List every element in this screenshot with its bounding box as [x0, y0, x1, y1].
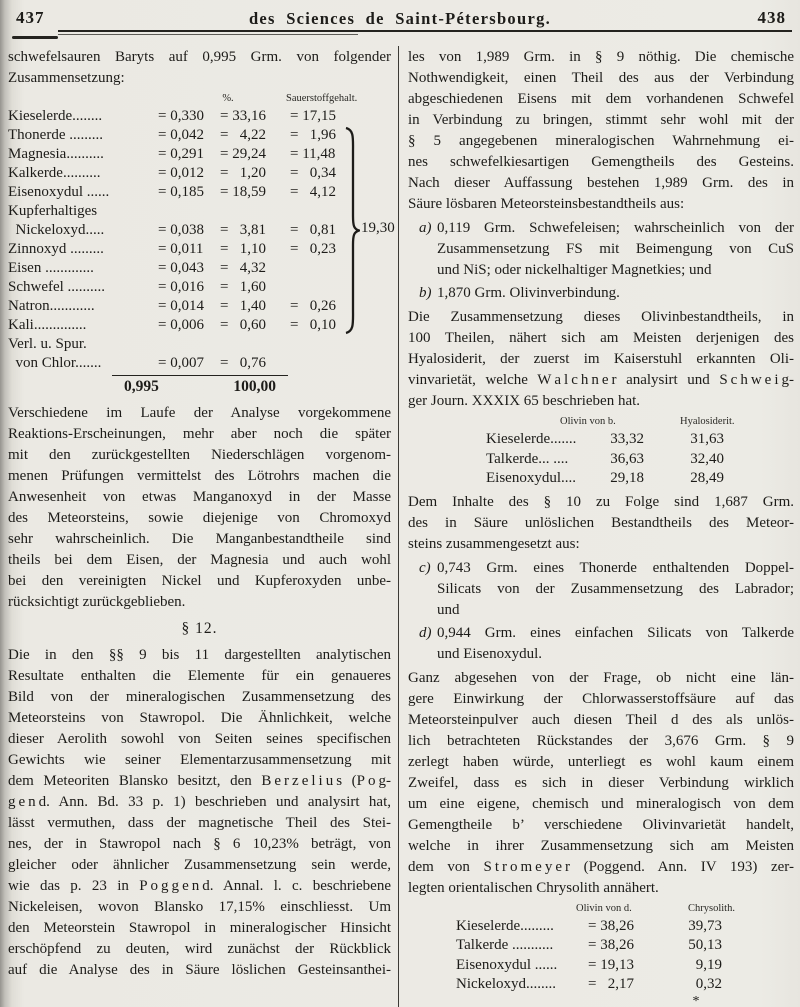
chrysolith-paragraph — [408, 668, 794, 899]
text-line: nes, der in Stawropol nach § 6 10,23% beträgt, von — [8, 836, 391, 852]
substance-name: Eisenoxydul ...... — [456, 956, 558, 973]
substance-name: Eisenoxydul.... — [486, 470, 576, 486]
column-divider — [398, 46, 399, 1007]
substance-name: Natron............ — [8, 298, 95, 314]
page-number-right: 438 — [757, 8, 786, 27]
grams-value: = 0,038 — [158, 222, 204, 238]
sum-row — [124, 376, 276, 397]
list-item-a — [408, 218, 794, 281]
text-line: welche in ihrer Zusammensetzung sich am Meisten — [408, 837, 794, 854]
text-line: legten orientalischen Chrysolith annähert. — [408, 879, 659, 896]
text-line: Reaktions-Erscheinungen, mehr aber noch die später — [8, 426, 391, 442]
grams-value: = 0,007 — [158, 355, 204, 371]
header-spacer — [408, 902, 576, 917]
text-line: dieser Aerolith sowohl von Seiten seines specifischen — [8, 731, 391, 747]
list-item-b — [408, 283, 794, 304]
grams-value: = 0,043 — [158, 260, 204, 276]
text-line: bei den vereinigten Nickel und Kupferoxyden unbe- — [8, 573, 391, 589]
text-line: Hyalosiderit, der zuerst im Kaiserstuhl erkannten Oli- — [408, 351, 794, 367]
substance-name: Thonerde ......... — [8, 127, 103, 143]
percent-value: = 4,22 — [220, 127, 266, 143]
oxygen-value: = 1,96 — [290, 127, 336, 143]
text-line: Die in den §§ 9 bis 11 dargestellten analytischen — [8, 647, 391, 663]
right-column — [408, 44, 794, 1007]
oxygen-value: = 17,15 — [290, 108, 336, 124]
oxygen-value — [290, 202, 352, 221]
oxygen-value — [290, 259, 352, 278]
table-row — [408, 430, 794, 450]
text-line: Zusammensetzung FS mit Beimengung von CuS — [437, 241, 794, 257]
table-row — [8, 297, 391, 316]
olivine-table-header — [408, 415, 794, 430]
text-line: Meteorsteins von Stawropol. Die Ähnlichkeit, welche — [8, 710, 391, 726]
intro-paragraph — [8, 47, 391, 89]
olivin-d-value: = 38,26 — [588, 917, 634, 934]
table-row — [8, 240, 391, 259]
oxygen-value: = 4,12 — [290, 184, 336, 200]
oxygen-value: = 0,34 — [290, 165, 336, 181]
table-row — [408, 936, 794, 956]
oxygen-value — [290, 278, 352, 297]
table-row — [8, 183, 391, 202]
text-line: nes schwefelkiesartigen Gemengtheils des Gesteins. — [408, 154, 794, 170]
hyalosiderit-value: 31,63 — [690, 431, 724, 447]
substance-name: Eisen ............. — [8, 260, 94, 276]
table-row — [408, 917, 794, 937]
text-line: in Verbindung zu bringen, stimmt sehr wohl mit der — [408, 112, 794, 128]
text-line: rücksichtigt zurückgeblieben. — [8, 594, 186, 610]
olivine-table-rows — [408, 430, 794, 489]
substance-name: Kupferhaltiges — [8, 203, 98, 219]
chrysolith-table-rows — [408, 917, 794, 995]
text-line: um eine eigene, chemisch und mineralogisch von dem — [408, 795, 794, 812]
grams-value: = 0,042 — [158, 127, 204, 143]
text-line: Gewichts wie seiner Elementarzusammensetzung mit — [8, 752, 391, 768]
section-heading: § 12. — [181, 620, 218, 637]
text-line: lässt vermuthen, dass der magnetische Theil des Stei- — [8, 815, 391, 831]
substance-name: Nickeloxyd..... — [8, 222, 105, 238]
item-marker-d: d) — [419, 624, 432, 641]
text-line: 0,743 Grm. eines Thonerde enthaltenden Doppel- — [437, 559, 794, 576]
text-line: gere Einwirkung der Chlorwasserstoffsäure auf das — [408, 690, 794, 707]
text-line: gleicher oder ähnlicher Zusammensetzung sein werde, — [8, 857, 391, 873]
text-line: sehr wahrscheinlich. Die Manganbestandtheile sind — [8, 531, 391, 547]
header-spacer — [8, 92, 198, 107]
text-line: Zusammensetzung: — [8, 70, 125, 86]
table-row — [8, 259, 391, 278]
text-line: Säure lösbaren Meteorsteinsbestandtheils aus: — [408, 196, 685, 212]
text-line: den Meteorstein Stawropol in mineralogischer Hinsicht — [8, 920, 391, 936]
olivin-d-value: = 38,26 — [588, 937, 634, 953]
olivin-d-value: = 19,13 — [588, 956, 634, 973]
text-line: wie das p. 23 in P o g g e n d. Annal. l. c. beschriebene — [8, 878, 391, 894]
group-sum-value: 19,30 — [361, 220, 395, 236]
text-line: des in Säure unlöslichen Bestandtheils des Meteor- — [408, 514, 794, 531]
table-row — [408, 956, 794, 976]
item-marker-a: a) — [419, 220, 432, 236]
percent-value — [220, 202, 290, 221]
substance-name: Kieselerde........ — [8, 108, 103, 124]
substance-name: Kali.............. — [8, 317, 87, 333]
text-line: Meteorsteinpulver auch diesen Theil d des als unlös- — [408, 711, 794, 728]
percent-value: = 1,10 — [220, 241, 266, 257]
grams-value: = 0,330 — [158, 108, 204, 124]
list-item-c — [408, 558, 794, 621]
item-d-lines — [437, 623, 794, 665]
text-line: 100 Theilen, nähert sich am Meisten derjenigen des — [408, 330, 794, 346]
text-line: und — [437, 601, 460, 618]
table-row — [8, 164, 391, 183]
text-line: g e n d. Ann. Bd. 33 p. 1) beschrieben und analysirt hat, — [8, 794, 391, 810]
grams-value: = 0,016 — [158, 279, 204, 295]
grouping-brace — [344, 126, 360, 335]
olivine-comparison-table — [408, 415, 794, 489]
olivin-b-column-header: Olivin von b. — [560, 416, 616, 427]
section-12-paragraph — [8, 645, 391, 981]
page-number-left: 437 — [16, 8, 45, 27]
grams-value: = 0,006 — [158, 317, 204, 333]
text-line: Gemengtheile b’ verschiedene Olivinvarietät handelt, — [408, 816, 794, 833]
chrysolith-table-header — [408, 902, 794, 917]
percent-value: = 0,60 — [220, 317, 266, 333]
text-line: dem Meteoriten Blansko besitzt, den B e r z e l i u s (P o g- — [8, 773, 391, 789]
table-row — [8, 278, 391, 297]
oxygen-value: = 0,23 — [290, 241, 336, 257]
text-line: 0,119 Grm. Schwefeleisen; wahrscheinlich von der — [437, 220, 794, 236]
percent-column-header: %. — [222, 93, 234, 104]
substance-name: Kieselerde....... — [486, 431, 577, 447]
hyalosiderit-value: 32,40 — [690, 450, 724, 467]
text-line: zerlegt haben würde, unterliegt es wohl kaum einem — [408, 753, 794, 770]
text-line: abgeschiedenen Eisens mit dem vorhandenen Schwefel — [408, 91, 794, 107]
text-line: schwefelsauren Baryts auf 0,995 Grm. von folgender — [8, 49, 391, 65]
table-row — [408, 975, 794, 995]
text-line: 1,870 Grm. Olivinverbindung. — [437, 285, 620, 301]
text-line: auf die Analyse des in Säure löslichen Gesteinsanthei- — [8, 962, 391, 978]
chrysolith-value: 39,73 — [688, 917, 722, 934]
grams-value — [158, 335, 220, 354]
percent-value: = 4,32 — [220, 260, 266, 276]
text-line: Verschiedene im Laufe der Analyse vorgekommene — [8, 405, 391, 421]
percent-value: = 18,59 — [220, 184, 266, 200]
analysis-remarks-paragraph — [8, 403, 391, 613]
insoluble-paragraph — [408, 492, 794, 555]
oxygen-value: = 0,10 — [290, 317, 336, 333]
percent-value: = 1,40 — [220, 298, 266, 314]
text-line: menen Prüfungen vermittelst des Lötrohrs machen die — [8, 468, 391, 484]
composition-table-rows — [8, 107, 391, 373]
table-row — [8, 202, 391, 221]
table-row — [408, 450, 794, 470]
text-line: Bild von der mineralogischen Zusammensetzung des — [8, 689, 391, 705]
continuation-paragraph — [408, 47, 794, 215]
oxygen-value — [290, 354, 352, 373]
text-line: Ganz abgesehen von der Frage, ob nicht eine län- — [408, 669, 794, 686]
text-line: Dem Inhalte des § 10 zu Folge sind 1,687 Grm. — [408, 493, 794, 510]
text-line: Anwesenheit von etwas Manganoxyd in der Masse — [8, 489, 391, 505]
table-row — [8, 221, 391, 240]
list-item-d — [408, 623, 794, 665]
text-line: des Meteorsteins, sowie diejenige von Chromoxyd — [8, 510, 391, 526]
percent-value: = 1,60 — [220, 279, 266, 295]
text-line: und Eisenoxydul. — [437, 645, 542, 662]
item-a-lines — [437, 218, 794, 281]
table-row — [8, 107, 391, 126]
chrysolith-column-header: Chrysolith. — [688, 902, 735, 914]
text-line: Nickeleisen, wovon Blansko 17,15% einschliesst. Um — [8, 899, 391, 915]
olivin-b-value: 33,32 — [610, 431, 644, 447]
table-row — [8, 335, 391, 354]
text-line: steins zusammengesetzt aus: — [408, 535, 580, 552]
text-line: und NiS; oder nickelhaltiger Magnetkies; und — [437, 262, 712, 278]
sum-percent: 100,00 — [233, 378, 276, 395]
oxygen-column-header: Sauerstoffgehalt. — [286, 93, 358, 104]
grams-value: = 0,291 — [158, 146, 204, 162]
text-line: erschöpfend zu deuten, wird zunächst der Rückblick — [8, 941, 391, 957]
text-line: ger Journ. XXXIX 65 beschrieben hat. — [408, 393, 641, 409]
hyalosiderit-value: 28,49 — [690, 470, 724, 486]
text-line: 0,944 Grm. eines einfachen Silicats von Talkerde — [437, 624, 794, 641]
text-line: Nach dieser Auffassung bestehen 1,989 Grm. des in — [408, 175, 794, 191]
two-column-body — [8, 44, 794, 1007]
item-c-lines — [437, 558, 794, 621]
header-dash — [12, 36, 58, 39]
text-line: Nothwendigkeit, einen Theil des aus der Verbindung — [408, 70, 794, 86]
chrysolith-comparison-table — [408, 902, 794, 1007]
text-line: Silicats von der Zusammensetzung des Labrador; — [437, 580, 794, 597]
table-row — [8, 354, 391, 373]
text-line: Die Zusammensetzung dieses Olivinbestandtheils, in — [408, 309, 794, 325]
substance-name: Zinnoxyd ......... — [8, 241, 104, 257]
text-line: theils bei dem Eisen, der Magnesia und auch wohl — [8, 552, 391, 568]
text-line: § 5 angegebenen mineralogischen Wahrnehmung ei- — [408, 133, 794, 149]
header-rule — [58, 30, 792, 32]
chrysolith-value: 9,19 — [695, 956, 722, 973]
oxygen-value: = 0,26 — [290, 298, 336, 314]
grams-value: = 0,011 — [158, 241, 204, 257]
percent-value: = 29,24 — [220, 146, 266, 162]
olivin-d-value: = 2,17 — [588, 976, 634, 992]
text-line: lich betrachteten Rückstandes der 3,676 Grm. § 9 — [408, 732, 794, 749]
oxygen-value: = 11,48 — [290, 146, 336, 162]
page-header — [0, 8, 800, 32]
olivin-d-column-header: Olivin von d. — [576, 902, 632, 914]
grams-value: = 0,012 — [158, 165, 204, 181]
percent-value — [220, 335, 290, 354]
percent-value: = 0,76 — [220, 355, 266, 371]
text-line: mit den zurückgestellten Niederschlägen vorgenom- — [8, 447, 391, 463]
table-row — [8, 126, 391, 145]
table-row — [408, 469, 794, 489]
text-line: Resultate enthalten die Elemente für ein genaueres — [8, 668, 391, 684]
percent-value: = 3,81 — [220, 222, 266, 238]
left-column — [8, 44, 395, 1007]
footnote-asterisk: * — [692, 993, 700, 1007]
text-line: les von 1,989 Grm. in § 9 nöthig. Die chemische — [408, 49, 794, 65]
olivin-b-value: 29,18 — [610, 470, 644, 486]
oxygen-value: = 0,81 — [290, 222, 336, 238]
text-line: Zweifel, dass es sich in dieser Verbindung wirklich — [408, 774, 794, 791]
chrysolith-value: 50,13 — [688, 937, 722, 953]
grams-value: = 0,185 — [158, 184, 204, 200]
substance-name: Nickeloxyd........ — [456, 976, 556, 992]
substance-name: Verl. u. Spur. — [8, 336, 87, 352]
sum-grams: 0,995 — [124, 378, 159, 395]
item-marker-c: c) — [419, 559, 431, 576]
substance-name: Talkerde... .... — [486, 450, 569, 467]
chrysolith-value: 0,32 — [695, 976, 722, 992]
substance-name: Kieselerde......... — [456, 917, 554, 934]
composition-table-header — [8, 92, 391, 107]
item-b-lines — [437, 283, 794, 304]
substance-name: von Chlor....... — [8, 355, 102, 371]
substance-name: Schwefel .......... — [8, 279, 106, 295]
substance-name: Kalkerde.......... — [8, 165, 101, 181]
table-row — [8, 145, 391, 164]
item-marker-b: b) — [419, 285, 432, 301]
oxygen-value — [290, 335, 352, 354]
header-spacer — [408, 415, 560, 430]
text-line: vinvarietät, welche W a l c h n e r analysirt und S c h w e i g- — [408, 372, 794, 388]
olivine-paragraph — [408, 307, 794, 412]
table-row — [8, 316, 391, 335]
grams-value: = 0,014 — [158, 298, 204, 314]
composition-table — [8, 92, 395, 400]
percent-value: = 1,20 — [220, 165, 266, 181]
substance-name: Magnesia.......... — [8, 146, 104, 162]
hyalosiderit-column-header: Hyalosiderit. — [680, 416, 735, 427]
header-rule-thin — [58, 34, 358, 35]
olivin-b-value: 36,63 — [610, 450, 644, 467]
text-line: dem von S t r o m e y e r (Poggend. Ann. IV 193) zer- — [408, 858, 794, 875]
substance-name: Talkerde ........... — [456, 937, 554, 953]
substance-name: Eisenoxydul ...... — [8, 184, 110, 200]
grams-value — [158, 202, 220, 221]
percent-value: = 33,16 — [220, 108, 266, 124]
page-title: des Sciences de Saint-Pétersbourg. — [248, 9, 552, 28]
